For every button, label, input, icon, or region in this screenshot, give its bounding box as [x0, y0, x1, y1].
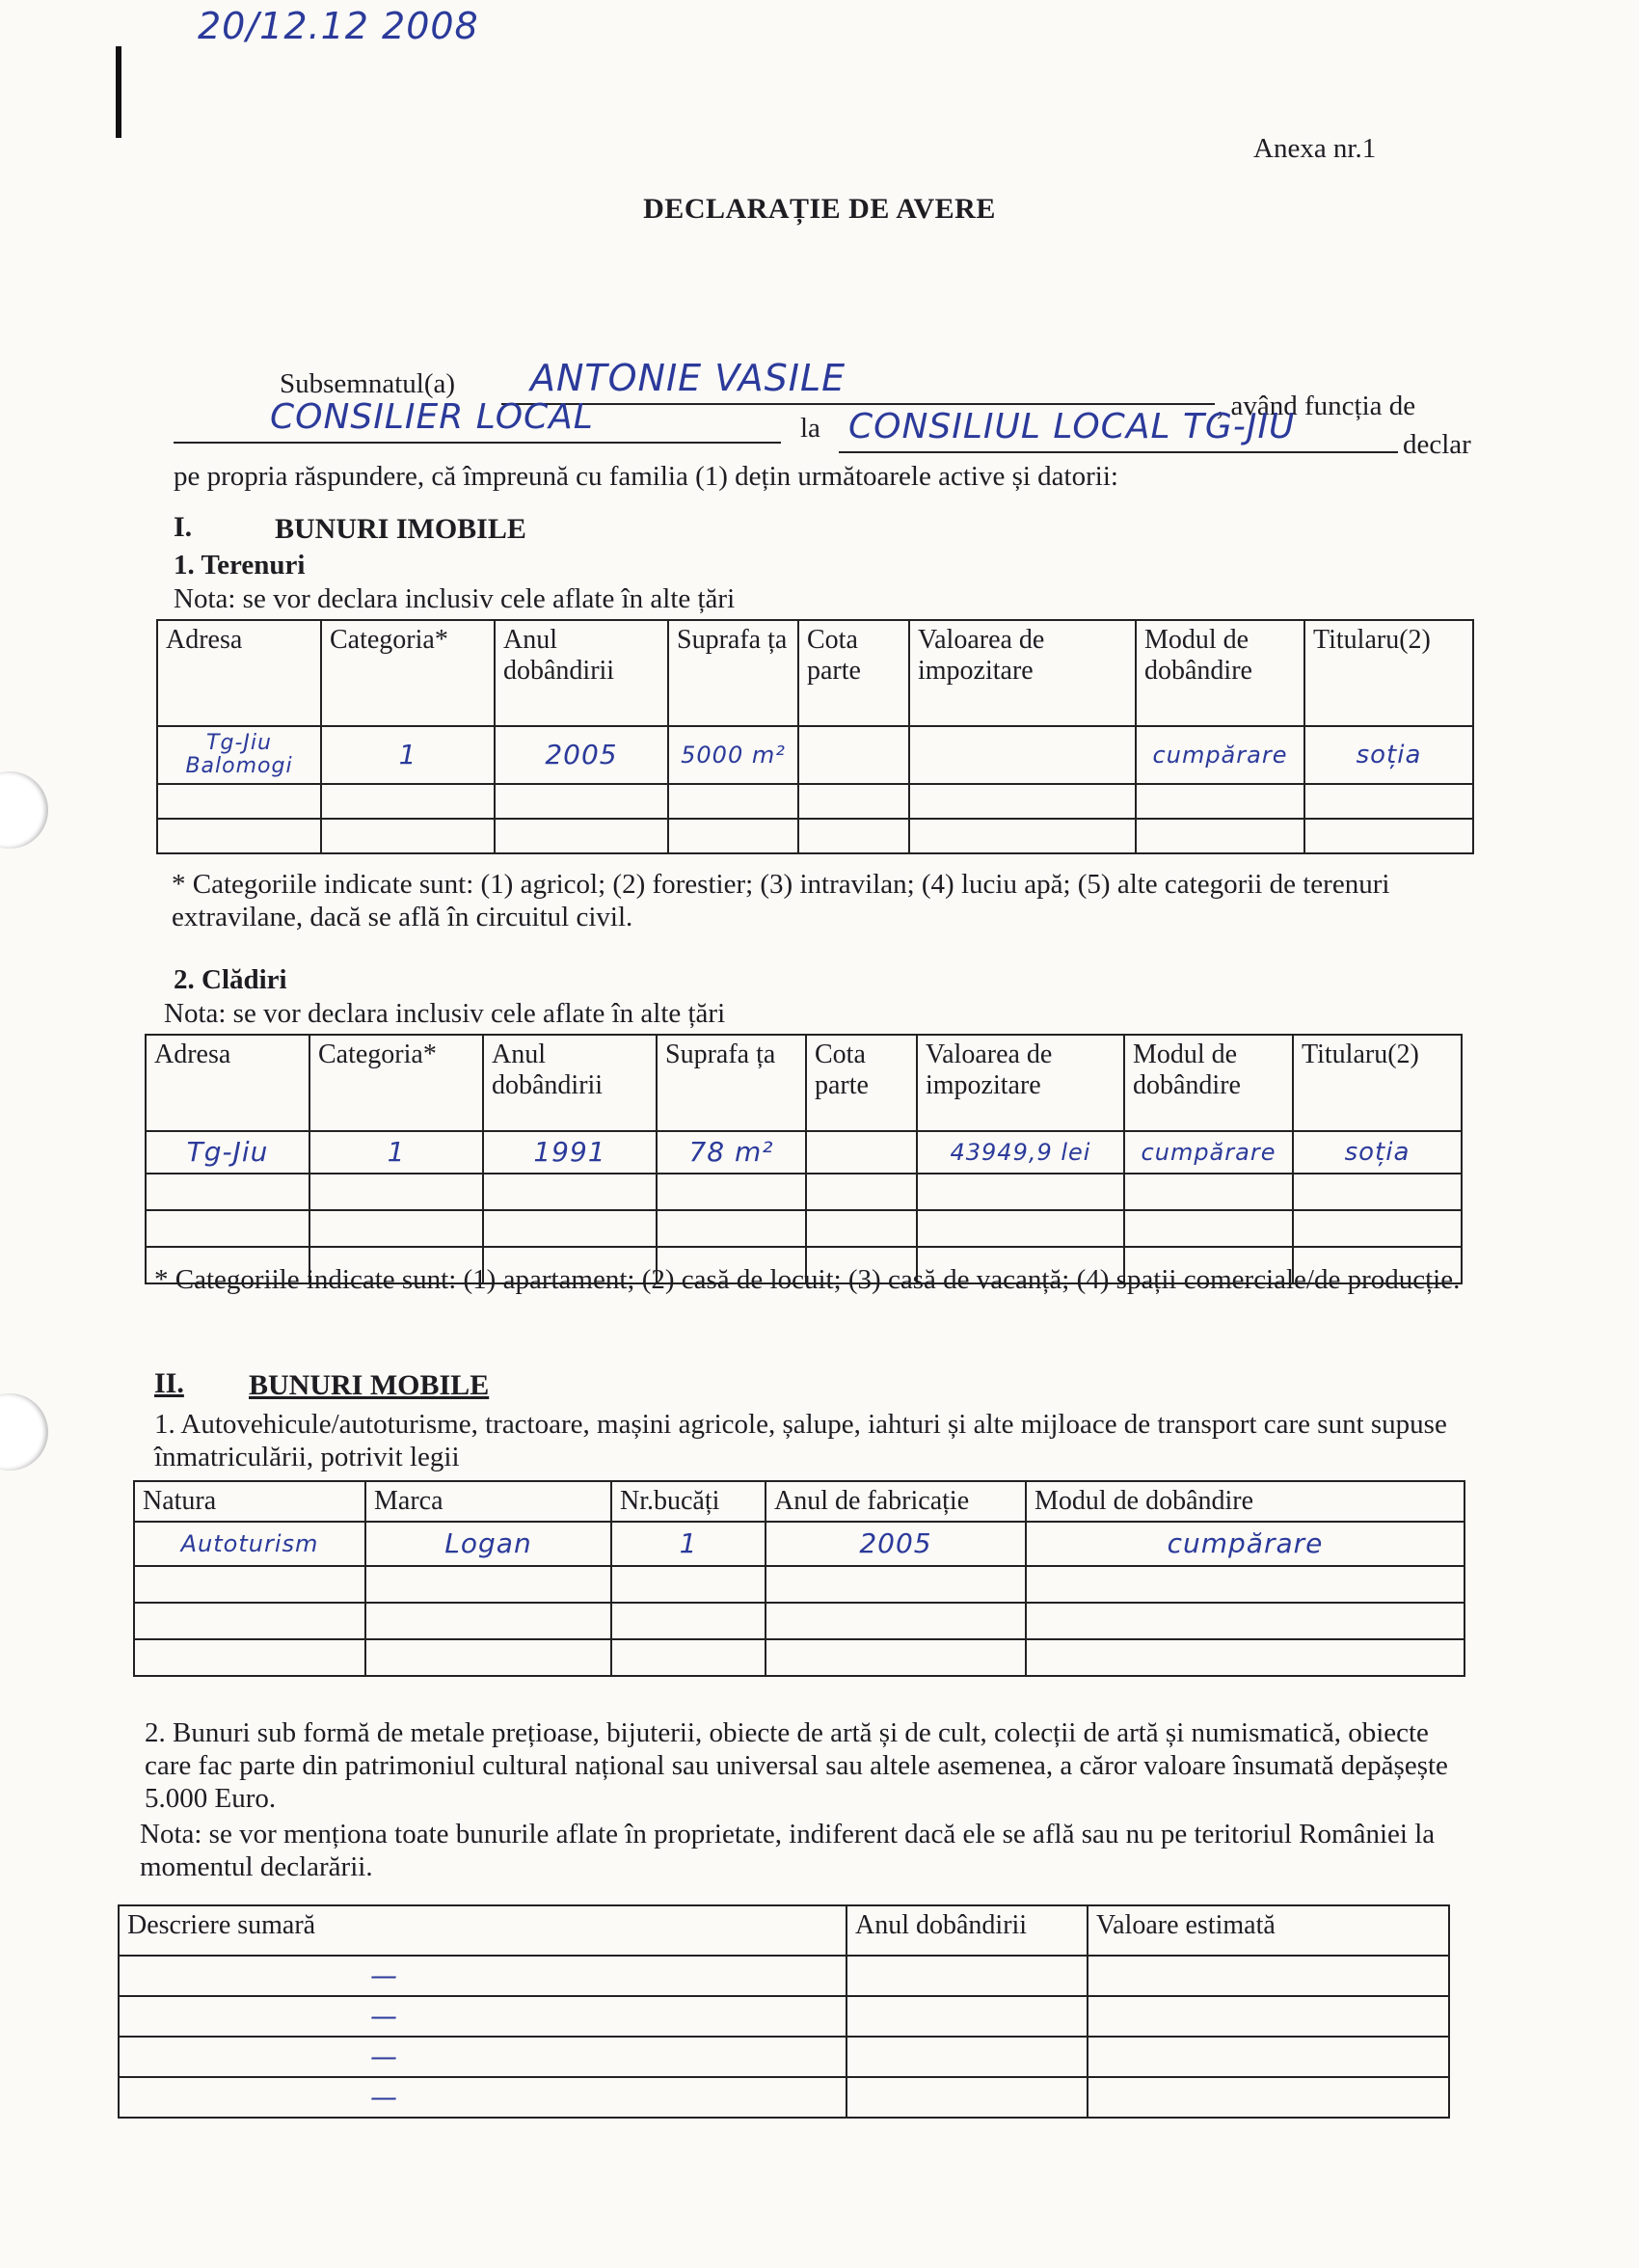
- table-cell: [1088, 2077, 1449, 2118]
- table-cell: [321, 819, 495, 853]
- table-cell: [146, 1210, 309, 1247]
- table-cell: [1088, 2037, 1449, 2077]
- table-cell: [309, 1174, 483, 1210]
- table-cell: [1304, 819, 1473, 853]
- terenuri-header: Adresa: [157, 620, 321, 726]
- terenuri-header: Suprafa ța: [668, 620, 798, 726]
- table-cell: 43949,9 lei: [917, 1131, 1124, 1174]
- table-cell: 2005: [495, 726, 668, 784]
- section2-number: II.: [154, 1367, 184, 1399]
- table-cell: Logan: [365, 1522, 611, 1566]
- intro-line3: pe propria răspundere, că împreună cu familia (1) dețin următoarele active și datorii:: [174, 461, 1118, 492]
- table-cell: [917, 1174, 1124, 1210]
- table-row: [134, 1522, 1464, 1566]
- table-cell: —: [119, 2077, 846, 2118]
- table-cell: [806, 1174, 917, 1210]
- table-cell: [611, 1639, 766, 1676]
- table-cell: 1: [321, 726, 495, 784]
- table-cell: [1124, 1174, 1293, 1210]
- table-cell: 1991: [483, 1131, 657, 1174]
- table-row: [134, 1566, 1464, 1603]
- table-cell: [909, 726, 1136, 784]
- cladiri-subtitle: 2. Clădiri: [174, 964, 287, 995]
- declar-label: declar: [1403, 429, 1471, 460]
- table-cell: [309, 1210, 483, 1247]
- table-cell: 2005: [766, 1522, 1026, 1566]
- table-cell: 78 m²: [657, 1131, 806, 1174]
- table-cell: [766, 1566, 1026, 1603]
- table-row: [157, 819, 1473, 853]
- punch-hole: [0, 1393, 48, 1471]
- auto-text: 1. Autovehicule/autoturisme, tractoare, mașini agricole, șalupe, iahturi și alte mijloace de transport care sunt supuse înmatriculării, potrivit legii: [154, 1409, 1447, 1472]
- table-cell: [1088, 1956, 1449, 1996]
- cladiri-header: Modul de dobândire: [1124, 1035, 1293, 1131]
- table-cell: [798, 726, 909, 784]
- cladiri-header: Valoarea de impozitare: [917, 1035, 1124, 1131]
- table-cell: [657, 1210, 806, 1247]
- table-cell: [1124, 1210, 1293, 1247]
- table-cell: [146, 1174, 309, 1210]
- cladiri-footnote: * Categoriile indicate sunt: (1) apartament; (2) casă de locuit; (3) casă de vacanță; (4) spații comerciale/de producție.: [154, 1264, 1461, 1295]
- table-row: [146, 1131, 1462, 1174]
- la-label: la: [800, 413, 820, 444]
- table-cell: [365, 1566, 611, 1603]
- table-cell: [798, 819, 909, 853]
- valori-header: Valoare estimată: [1088, 1905, 1449, 1956]
- table-cell: cumpărare: [1124, 1131, 1293, 1174]
- annex-label: Anexa nr.1: [1253, 133, 1377, 164]
- table-cell: [495, 819, 668, 853]
- table-cell: [483, 1210, 657, 1247]
- cladiri-header: Adresa: [146, 1035, 309, 1131]
- table-cell: [1293, 1174, 1462, 1210]
- table-cell: [495, 784, 668, 819]
- cladiri-header: Titularu(2): [1293, 1035, 1462, 1131]
- table-cell: [917, 1210, 1124, 1247]
- institutie-value: CONSILIUL LOCAL TG-JIU: [848, 407, 1296, 446]
- scan-mark: [116, 46, 121, 138]
- cladiri-header: Categoria*: [309, 1035, 483, 1131]
- cladiri-header: Cota parte: [806, 1035, 917, 1131]
- cladiri-note: Nota: se vor declara inclusiv cele aflate în alte țări: [164, 998, 726, 1029]
- functie-label: , având funcția de: [1217, 391, 1416, 421]
- handwritten-date: 20/12.12 2008: [198, 5, 479, 47]
- table-cell: [806, 1131, 917, 1174]
- table-row: [157, 784, 1473, 819]
- terenuri-header: Cota parte: [798, 620, 909, 726]
- table-row: [146, 1210, 1462, 1247]
- table-cell: [134, 1639, 365, 1676]
- table-row: [119, 2037, 1449, 2077]
- functie-line: [174, 442, 781, 444]
- cladiri-header: Suprafa ța: [657, 1035, 806, 1131]
- table-cell: 1: [309, 1131, 483, 1174]
- table-row: [119, 1996, 1449, 2037]
- table-cell: [668, 819, 798, 853]
- table-cell: [157, 784, 321, 819]
- table-cell: 5000 m²: [668, 726, 798, 784]
- table-cell: [611, 1566, 766, 1603]
- declarant-name: ANTONIE VASILE: [530, 357, 846, 399]
- terenuri-header: Modul de dobândire: [1136, 620, 1304, 726]
- table-cell: Tg-Jiu: [146, 1131, 309, 1174]
- table-cell: soția: [1293, 1131, 1462, 1174]
- table-cell: [1136, 784, 1304, 819]
- auto-header: Natura: [134, 1481, 365, 1522]
- auto-header: Modul de dobândire: [1026, 1481, 1464, 1522]
- table-cell: [668, 784, 798, 819]
- table-cell: —: [119, 2037, 846, 2077]
- table-cell: [134, 1566, 365, 1603]
- name-line: [501, 403, 1215, 405]
- table-row: [134, 1639, 1464, 1676]
- functie-value: CONSILIER LOCAL: [270, 397, 594, 437]
- table-row: [119, 2077, 1449, 2118]
- table-cell: [1136, 819, 1304, 853]
- cladiri-table: [145, 1034, 1463, 1284]
- table-cell: Autoturism: [134, 1522, 365, 1566]
- terenuri-header: Titularu(2): [1304, 620, 1473, 726]
- table-cell: soția: [1304, 726, 1473, 784]
- valori-text: 2. Bunuri sub formă de metale prețioase, bijuterii, obiecte de artă și de cult, colecții de artă și numismatică, obiecte care fac parte din patrimoniul cultural național sau universal sau altele asemenea, a căror valoare însumată depășește 5.000 Euro.: [145, 1717, 1448, 1814]
- section1-title: BUNURI IMOBILE: [275, 513, 526, 545]
- table-row: [134, 1603, 1464, 1639]
- terenuri-header: Valoarea de impozitare: [909, 620, 1136, 726]
- auto-header: Nr.bucăți: [611, 1481, 766, 1522]
- punch-hole: [0, 771, 48, 849]
- document-title: DECLARAȚIE DE AVERE: [643, 193, 996, 225]
- table-cell: [321, 784, 495, 819]
- institutie-line: [839, 451, 1398, 453]
- table-cell: [1088, 1996, 1449, 2037]
- table-cell: [157, 819, 321, 853]
- table-cell: [909, 819, 1136, 853]
- valori-header: Descriere sumară: [119, 1905, 846, 1956]
- table-cell: [134, 1603, 365, 1639]
- table-cell: [766, 1603, 1026, 1639]
- table-cell: —: [119, 1956, 846, 1996]
- cladiri-header: Anul dobândirii: [483, 1035, 657, 1131]
- table-cell: 1: [611, 1522, 766, 1566]
- table-cell: [846, 1996, 1088, 2037]
- table-cell: [1026, 1603, 1464, 1639]
- terenuri-note: Nota: se vor declara inclusiv cele aflate în alte țări: [174, 583, 736, 614]
- auto-header: Marca: [365, 1481, 611, 1522]
- table-cell: [806, 1210, 917, 1247]
- table-cell: [909, 784, 1136, 819]
- table-cell: Tg-Jiu Balomogi: [157, 726, 321, 784]
- table-cell: cumpărare: [1136, 726, 1304, 784]
- valori-table: [118, 1904, 1450, 2119]
- table-cell: [1304, 784, 1473, 819]
- table-cell: [766, 1639, 1026, 1676]
- valori-header: Anul dobândirii: [846, 1905, 1088, 1956]
- section2-title: BUNURI MOBILE: [249, 1369, 490, 1401]
- table-cell: [483, 1174, 657, 1210]
- terenuri-table: [156, 619, 1474, 854]
- table-cell: [846, 2077, 1088, 2118]
- table-row: [157, 726, 1473, 784]
- table-cell: [798, 784, 909, 819]
- subsemnatul-label: Subsemnatul(a): [280, 368, 456, 399]
- table-row: [146, 1174, 1462, 1210]
- terenuri-subtitle: 1. Terenuri: [174, 550, 306, 580]
- table-cell: [365, 1639, 611, 1676]
- table-cell: [657, 1174, 806, 1210]
- table-cell: [611, 1603, 766, 1639]
- table-cell: —: [119, 1996, 846, 2037]
- table-row: [119, 1956, 1449, 1996]
- terenuri-header: Categoria*: [321, 620, 495, 726]
- auto-table: [133, 1480, 1465, 1677]
- table-cell: [1026, 1639, 1464, 1676]
- valori-note: Nota: se vor menționa toate bunurile aflate în proprietate, indiferent dacă ele se află sau nu pe teritoriul României la momentul declarării.: [140, 1819, 1436, 1882]
- table-cell: [1293, 1210, 1462, 1247]
- auto-header: Anul de fabricație: [766, 1481, 1026, 1522]
- table-cell: [846, 2037, 1088, 2077]
- table-cell: [846, 1956, 1088, 1996]
- terenuri-header: Anul dobândirii: [495, 620, 668, 726]
- section1-number: I.: [174, 511, 193, 543]
- table-cell: [1026, 1566, 1464, 1603]
- table-cell: cumpărare: [1026, 1522, 1464, 1566]
- table-cell: [365, 1603, 611, 1639]
- terenuri-footnote: * Categoriile indicate sunt: (1) agricol; (2) forestier; (3) intravilan; (4) luciu apă; (5) alte categorii de terenuri extravilane, dacă se află în circuitul civil.: [172, 869, 1390, 932]
